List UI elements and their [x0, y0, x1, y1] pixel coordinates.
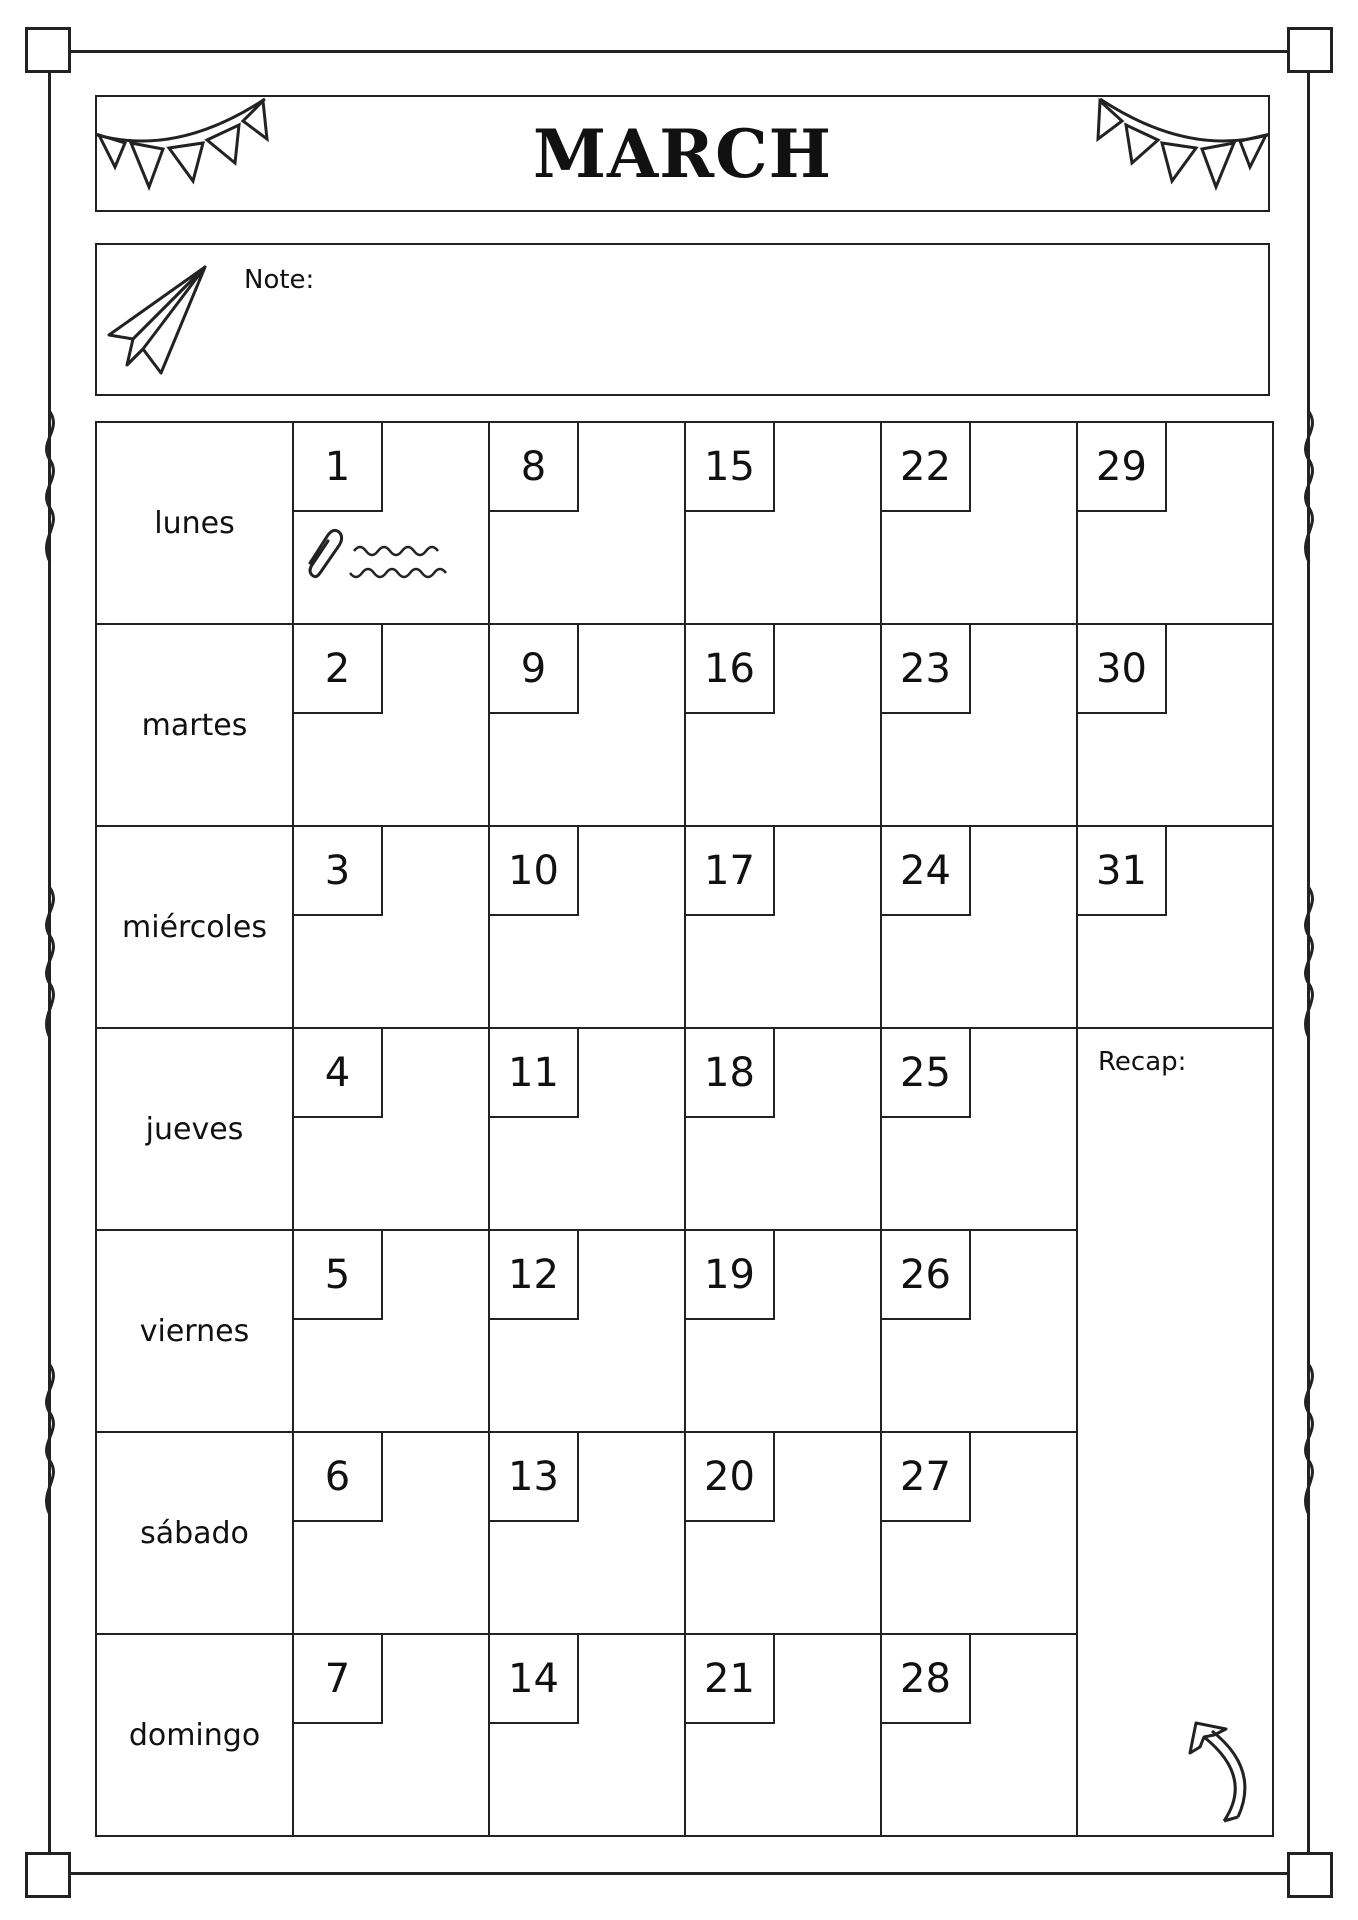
day-cell[interactable]	[684, 1431, 882, 1635]
day-number: 27	[880, 1431, 971, 1522]
day-cell[interactable]	[880, 623, 1078, 827]
recap-label: Recap:	[1098, 1047, 1187, 1077]
day-number: 11	[488, 1027, 579, 1118]
day-label-2: miércoles	[95, 825, 294, 1029]
day-cell[interactable]	[684, 623, 882, 827]
day-cell[interactable]	[292, 1027, 490, 1231]
day-number: 9	[488, 623, 579, 714]
day-cell[interactable]	[488, 1229, 686, 1433]
day-cell[interactable]	[292, 825, 490, 1029]
note-box[interactable]	[95, 243, 1270, 396]
frame-top-line	[48, 50, 1310, 53]
day-cell[interactable]	[488, 421, 686, 625]
day-number: 3	[292, 825, 383, 916]
squiggle-icon	[1299, 888, 1319, 1038]
day-number: 28	[880, 1633, 971, 1724]
squiggle-icon	[1299, 1365, 1319, 1515]
day-number: 4	[292, 1027, 383, 1118]
day-number: 26	[880, 1229, 971, 1320]
day-label-3: jueves	[95, 1027, 294, 1231]
bunting-icon	[1088, 97, 1268, 197]
day-label-1: martes	[95, 623, 294, 827]
day-number: 15	[684, 421, 775, 512]
day-cell[interactable]	[880, 1229, 1078, 1433]
curved-arrow-icon	[1184, 1717, 1264, 1827]
day-cell[interactable]	[684, 1027, 882, 1231]
corner-square-icon	[1287, 27, 1333, 73]
day-number: 7	[292, 1633, 383, 1724]
day-number: 12	[488, 1229, 579, 1320]
day-cell[interactable]	[1076, 421, 1274, 625]
day-number: 13	[488, 1431, 579, 1522]
day-number: 23	[880, 623, 971, 714]
day-number: 24	[880, 825, 971, 916]
day-number: 20	[684, 1431, 775, 1522]
day-number: 14	[488, 1633, 579, 1724]
day-number: 31	[1076, 825, 1167, 916]
day-label-5: sábado	[95, 1431, 294, 1635]
day-label-4: viernes	[95, 1229, 294, 1433]
paper-plane-icon	[103, 263, 213, 378]
day-cell[interactable]	[684, 421, 882, 625]
day-number: 22	[880, 421, 971, 512]
squiggle-icon	[40, 412, 60, 562]
day-cell[interactable]	[880, 1431, 1078, 1635]
day-cell[interactable]	[880, 421, 1078, 625]
day-cell[interactable]	[292, 1229, 490, 1433]
day-number: 8	[488, 421, 579, 512]
day-cell[interactable]	[488, 1027, 686, 1231]
day-cell[interactable]	[488, 825, 686, 1029]
day-cell[interactable]	[880, 1633, 1078, 1837]
day-number: 29	[1076, 421, 1167, 512]
day-cell[interactable]	[488, 623, 686, 827]
day-cell[interactable]	[1076, 825, 1274, 1029]
note-label: Note:	[244, 265, 315, 295]
corner-square-icon	[25, 1852, 71, 1898]
day-cell[interactable]	[488, 1633, 686, 1837]
corner-square-icon	[25, 27, 71, 73]
day-number: 25	[880, 1027, 971, 1118]
day-number: 19	[684, 1229, 775, 1320]
day-cell[interactable]	[292, 1633, 490, 1837]
day-cell[interactable]	[684, 1229, 882, 1433]
day-number: 1	[292, 421, 383, 512]
day-number: 6	[292, 1431, 383, 1522]
day-cell[interactable]	[1076, 623, 1274, 827]
day-number: 18	[684, 1027, 775, 1118]
day-label-0: lunes	[95, 421, 294, 625]
day-cell[interactable]	[488, 1431, 686, 1635]
squiggle-icon	[40, 888, 60, 1038]
squiggle-icon	[40, 1365, 60, 1515]
title-box	[95, 95, 1270, 212]
corner-square-icon	[1287, 1852, 1333, 1898]
day-cell[interactable]	[684, 825, 882, 1029]
day-label-6: domingo	[95, 1633, 294, 1837]
recap-box[interactable]	[1076, 1027, 1274, 1837]
day-number: 2	[292, 623, 383, 714]
day-cell[interactable]	[684, 1633, 882, 1837]
day-cell[interactable]	[292, 1431, 490, 1635]
day-number: 17	[684, 825, 775, 916]
day-number: 30	[1076, 623, 1167, 714]
day-cell[interactable]	[292, 421, 490, 625]
day-cell[interactable]	[880, 1027, 1078, 1231]
squiggle-icon	[1299, 412, 1319, 562]
day-number: 16	[684, 623, 775, 714]
day-cell[interactable]	[292, 623, 490, 827]
day-number: 10	[488, 825, 579, 916]
day-cell[interactable]	[880, 825, 1078, 1029]
paperclip-icon	[302, 523, 472, 603]
frame-bottom-line	[48, 1872, 1310, 1875]
page-title: MARCH	[532, 115, 832, 193]
day-number: 5	[292, 1229, 383, 1320]
day-number: 21	[684, 1633, 775, 1724]
